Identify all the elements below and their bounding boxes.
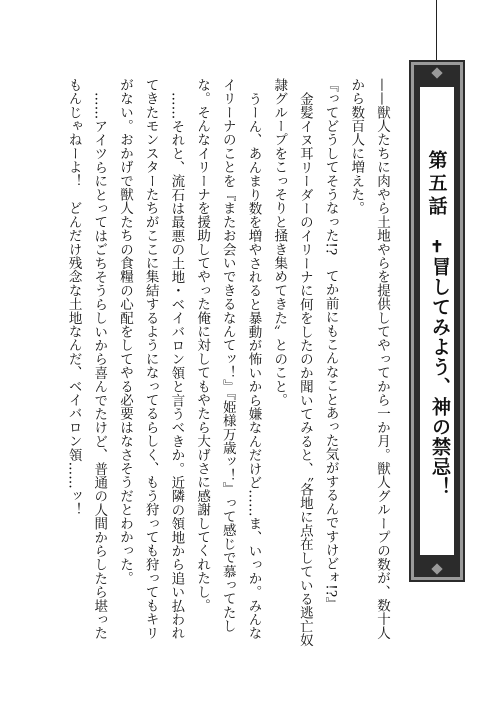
paragraph: ——獣人たちに肉やら土地やらを提供してやってから一か月。獣人グループの数が、数十人から数百人に増えた。 [348,78,390,640]
banner-cap-bottom [414,561,460,577]
chapter-banner [411,62,463,580]
top-rule [436,0,437,64]
cross-icon: ✝ [430,237,444,256]
banner-inner [420,87,454,555]
chapter-number: 第五話 [425,149,448,219]
paragraph: ……それと、流石は最悪の土地・ベイバロン領と言うべきか。近隣の領地から追い払われてきたモンスターたちがここに集結するようになってるらしく、もう狩っても狩ってもキリがない。おかげで獣人たちの食糧の心配をしてやる必要はなさそうだとわかった。 [116,78,185,640]
paragraph: うーん、あんまり数を増やされると暴動が怖いから嫌なんだけど……ま、いっか。みんなイリーナのことを『またお会いできるなんてッ！』『姫様万歳ッ！』って感じで慕ってたしな。そんなイリーナを援助してやった俺に対してもやたら大げさに感謝してくれたし。 [194,78,262,640]
body-text [34,78,394,650]
banner-cap-top [414,65,460,81]
paragraph: ……アイツらにとってはごちそうらしいから喜んでたけど、普通の人間からしたら堪ったもんじゃねーよ！ どんだけ残念な土地なんだ、ベイバロン領……ッ！ [65,78,108,640]
paragraph: 『ってどうしてそうなった!? てか前にもこんなことあった気がするんですけどォ!?』 [322,78,339,612]
chapter-title: 冒してみよう、神の禁忌！ [429,257,451,497]
paragraph: 金髪イヌ耳リーダーのイリーナに何をしたのか聞いてみると、〝各地に点在している逃亡奴隷グループをこっそりと掻き集めてきた〟とのこと。 [271,78,313,647]
